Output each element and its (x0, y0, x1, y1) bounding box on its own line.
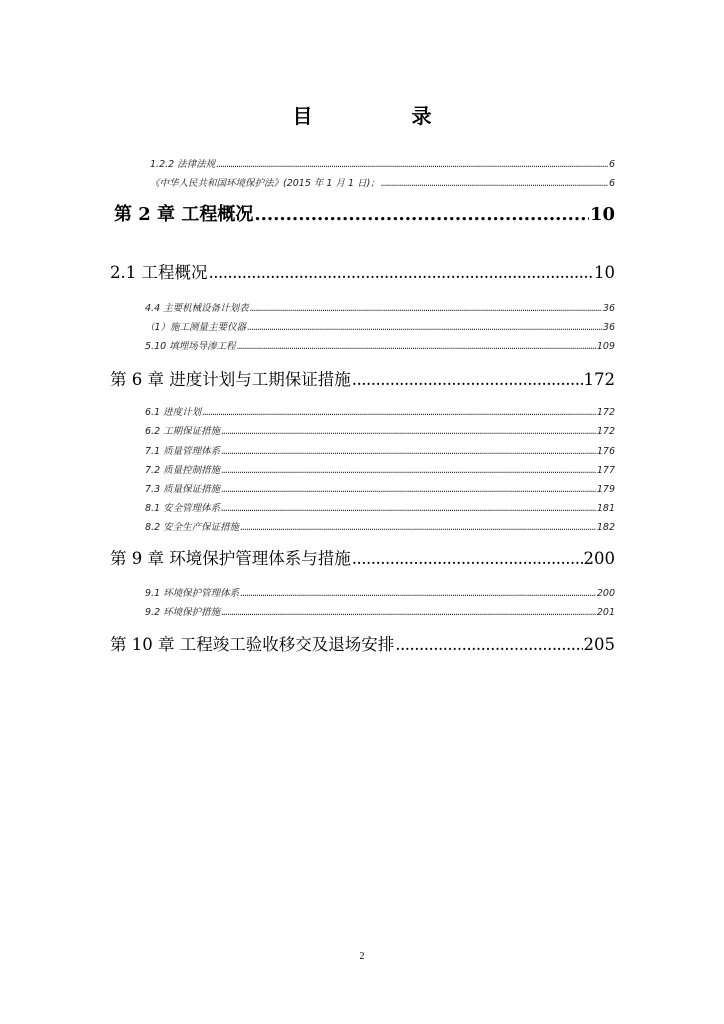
toc-leader-dots (209, 263, 594, 282)
toc-entry-page: 181 (596, 503, 615, 514)
toc-entry-page: 205 (583, 635, 615, 654)
toc-entry[interactable] (145, 604, 615, 618)
toc-entry-label: （1）施工测量主要仪器 (145, 322, 247, 333)
toc-leader-dots (247, 322, 602, 333)
toc-leader-dots (221, 503, 596, 514)
toc-entry[interactable] (145, 481, 615, 495)
toc-title: 目 录 (292, 104, 478, 128)
toc-entry-page: 200 (583, 549, 615, 568)
toc-entry-label: 9.1 环境保护管理体系 (145, 588, 240, 599)
toc-leader-dots (237, 341, 596, 352)
toc-leader-dots (221, 607, 596, 618)
toc-chapter-entry[interactable] (110, 631, 615, 655)
toc-entry[interactable] (150, 175, 615, 189)
toc-leader-dots (221, 484, 596, 495)
toc-entry[interactable] (145, 338, 615, 352)
toc-entry-label: 6.2 工期保证措施 (145, 426, 221, 437)
toc-entry-page: 179 (596, 484, 615, 495)
toc-entry-label: 第 2 章 工程概况 (114, 204, 254, 225)
toc-entry-page: 10 (594, 263, 615, 282)
toc-leader-dots (352, 549, 583, 568)
toc-leader-dots (202, 407, 596, 418)
toc-entry[interactable] (145, 519, 615, 533)
toc-entry-label: 《中华人民共和国环境保护法》(2015 年 1 月 1 日)； (150, 178, 380, 189)
toc-entry-label: 8.2 安全生产保证措施 (145, 522, 240, 533)
toc-entry-page: 182 (596, 522, 615, 533)
toc-entry-label: 7.2 质量控制措施 (145, 465, 221, 476)
toc-chapter-entry[interactable] (110, 366, 615, 390)
toc-entry-page: 6 (608, 159, 615, 170)
toc-entry-label: 第 10 章 工程竣工验收移交及退场安排 (110, 635, 395, 654)
toc-leader-dots (254, 204, 589, 225)
toc-entry-label: 8.1 安全管理体系 (145, 503, 221, 514)
toc-leader-dots (240, 588, 596, 599)
toc-entry-page: 10 (589, 204, 615, 225)
toc-entry-page: 172 (583, 370, 615, 389)
toc-entry[interactable] (145, 404, 615, 418)
toc-entry-page: 36 (602, 322, 615, 333)
toc-entry[interactable] (145, 319, 615, 333)
toc-entry[interactable] (145, 585, 615, 599)
toc-entry-page: 200 (596, 588, 615, 599)
toc-entry[interactable] (145, 423, 615, 437)
toc-leader-dots (240, 522, 596, 533)
toc-entry-page: 172 (596, 426, 615, 437)
toc-leader-dots (395, 635, 582, 654)
toc-entry-label: 4.4 主要机械设备计划表 (145, 303, 249, 314)
toc-entry[interactable] (145, 443, 615, 457)
toc-entry-page: 6 (608, 178, 615, 189)
toc-entry-page: 201 (596, 607, 615, 618)
toc-entry-label: 第 6 章 进度计划与工期保证措施 (110, 370, 351, 389)
toc-entry-label: 5.10 填埋场导渗工程 (145, 341, 236, 352)
toc-entry[interactable] (150, 156, 615, 170)
toc-entry-page: 172 (596, 407, 615, 418)
toc-entry-page: 176 (596, 446, 615, 457)
toc-chapter-entry[interactable] (114, 200, 615, 226)
toc-entry[interactable] (145, 462, 615, 476)
toc-entry-label: 9.2 环境保护措施 (145, 607, 221, 618)
toc-entry-label: 第 9 章 环境保护管理体系与措施 (110, 549, 351, 568)
toc-entry-page: 109 (596, 341, 615, 352)
toc-leader-dots (250, 303, 602, 314)
toc-entry[interactable] (145, 300, 615, 314)
toc-entry-label: 1.2.2 法律法规 (150, 159, 216, 170)
toc-entry-label: 7.1 质量管理体系 (145, 446, 221, 457)
toc-leader-dots (352, 370, 583, 389)
toc-entry-label: 7.3 质量保证措施 (145, 484, 221, 495)
toc-leader-dots (221, 465, 596, 476)
toc-leader-dots (221, 426, 596, 437)
toc-leader-dots (221, 446, 596, 457)
page-number: 2 (359, 951, 365, 962)
toc-entry-label: 6.1 进度计划 (145, 407, 202, 418)
toc-section-entry[interactable] (110, 259, 615, 283)
toc-entry-page: 177 (596, 465, 615, 476)
toc-leader-dots (216, 159, 608, 170)
toc-entry-page: 36 (602, 303, 615, 314)
toc-entry-label: 2.1 工程概况 (110, 263, 208, 282)
toc-entry[interactable] (145, 500, 615, 514)
toc-leader-dots (381, 178, 608, 189)
toc-chapter-entry[interactable] (110, 545, 615, 569)
